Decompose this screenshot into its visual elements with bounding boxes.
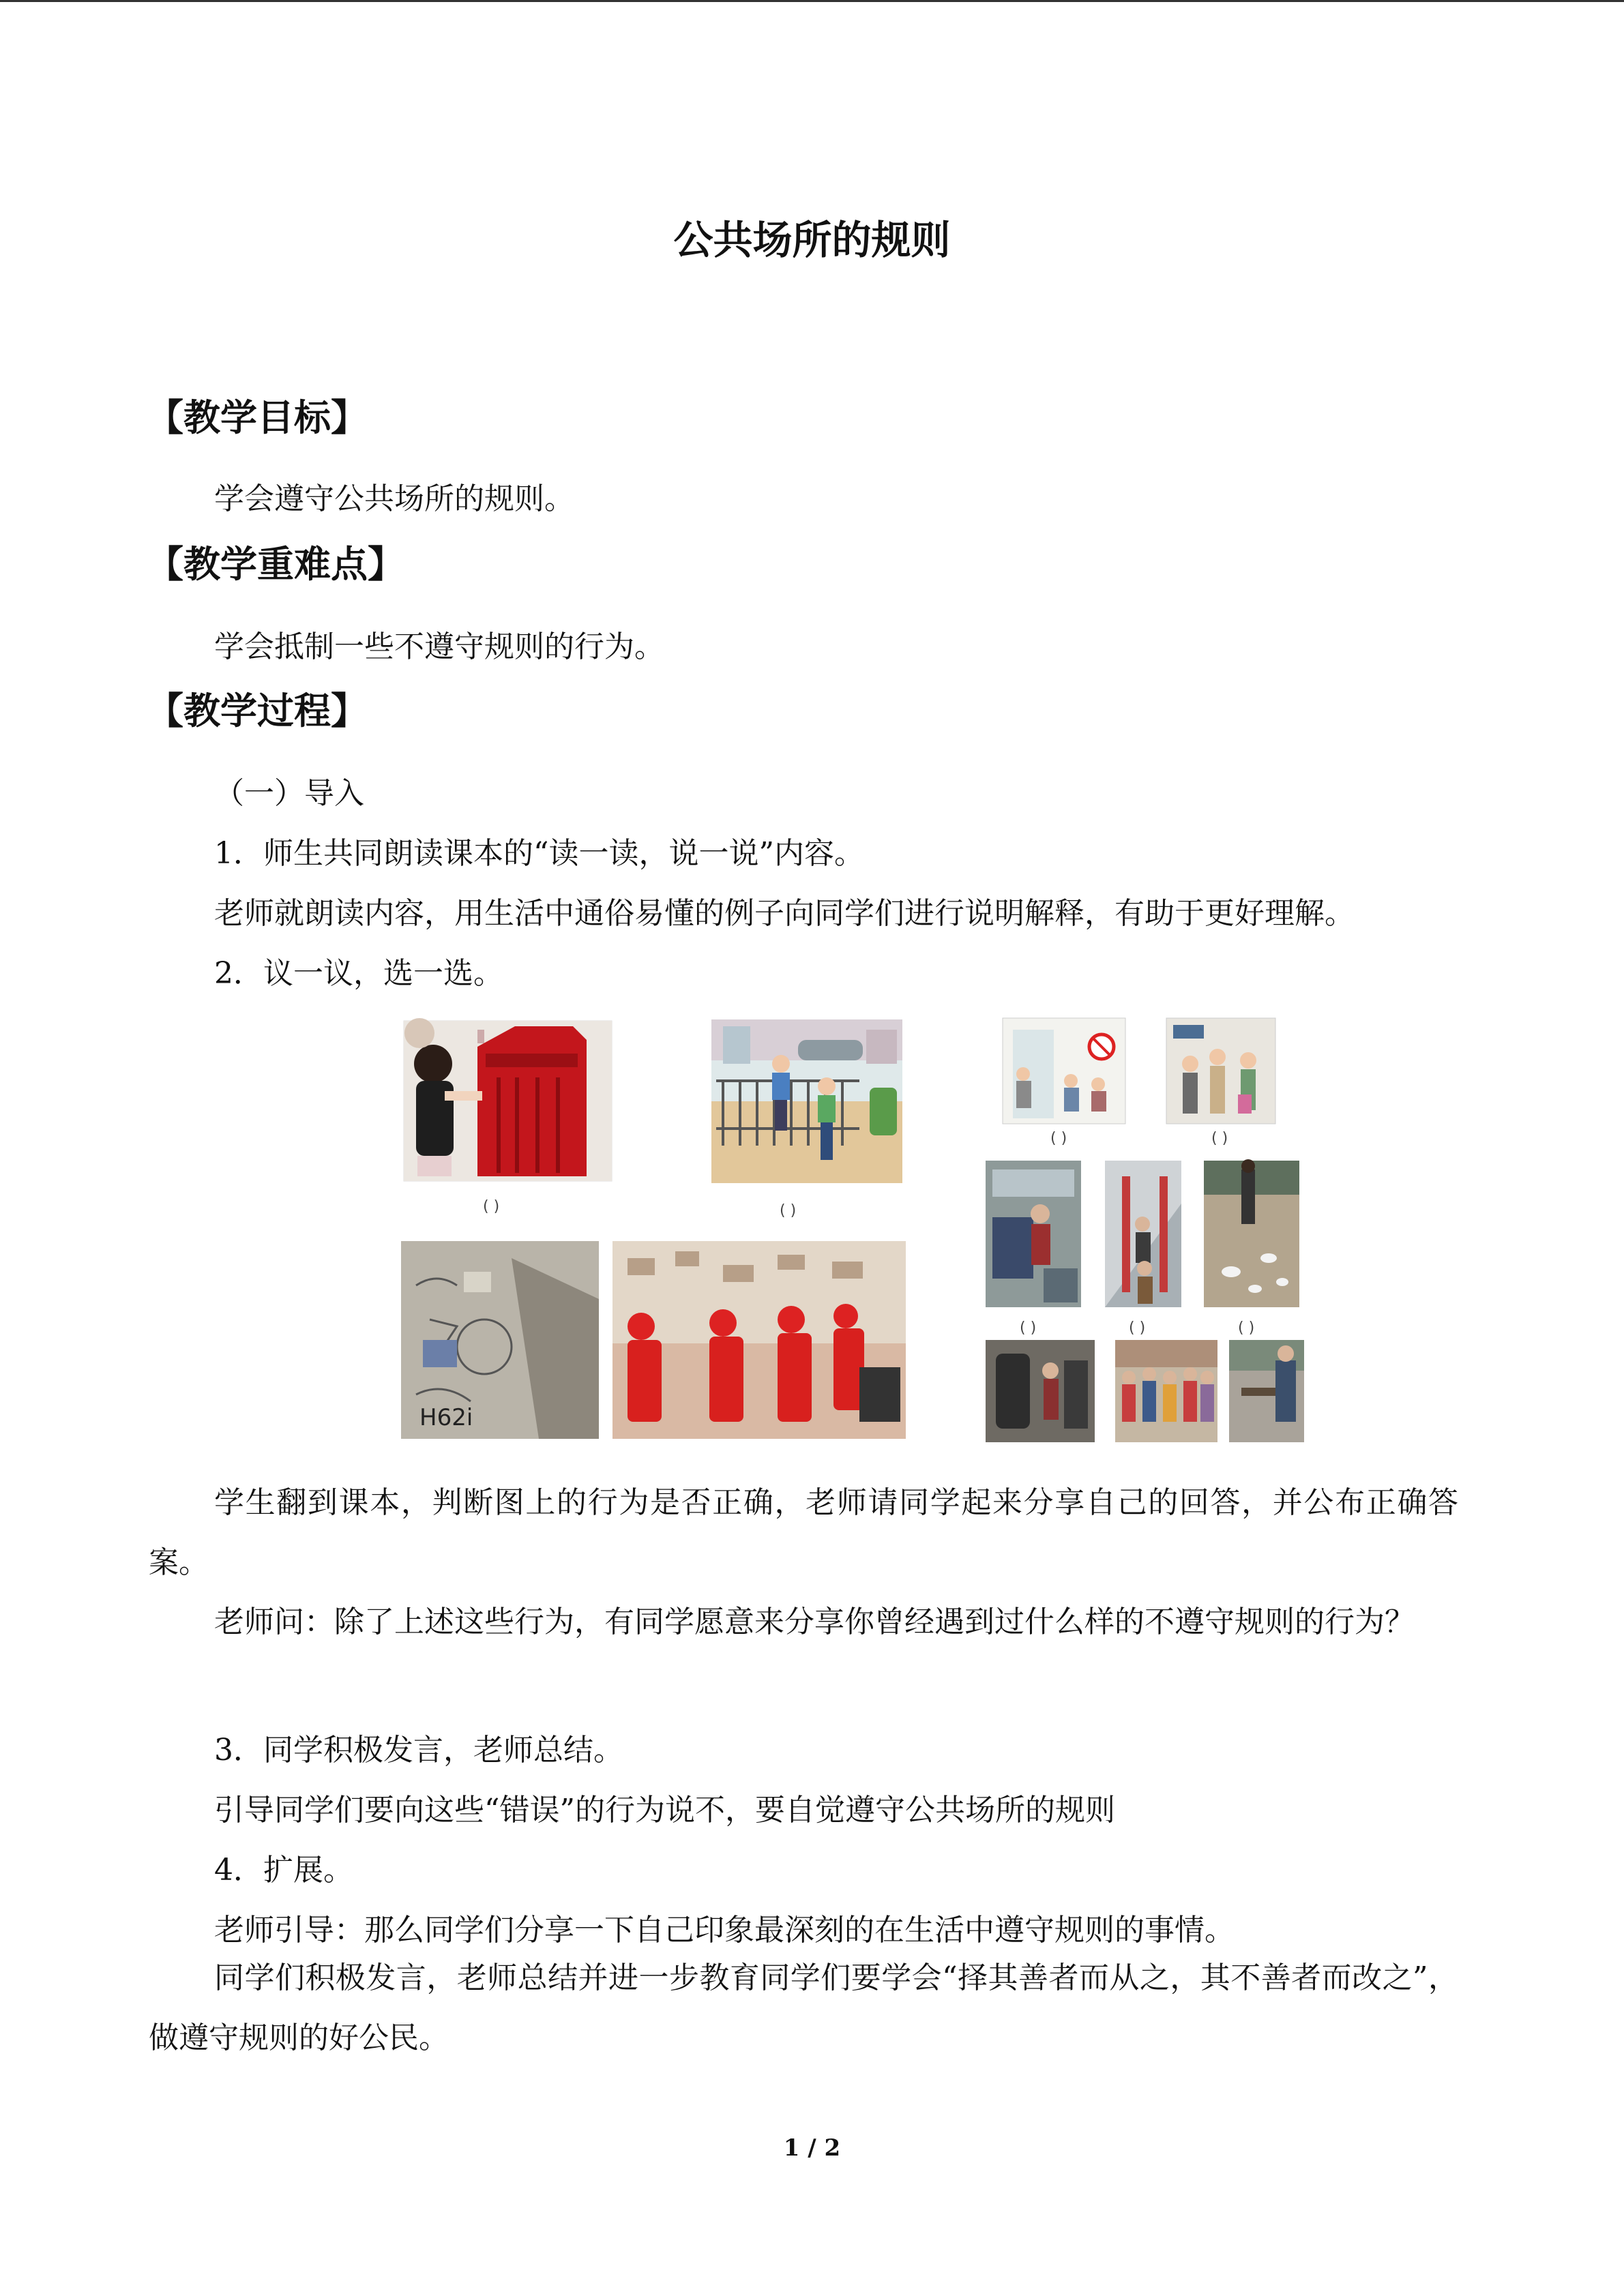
step1-note: 老师就朗读内容，用生活中通俗易懂的例子向同学们进行说明解释，有助于更好理解。 — [214, 896, 1355, 931]
graffiti-wall-photo — [401, 1241, 599, 1439]
heading-process: 【教学过程】 — [147, 689, 368, 732]
answer-blank: ( ) — [483, 1198, 500, 1215]
mailbox-photo — [404, 1018, 612, 1181]
closing-text: 同学们积极发言，老师总结并进一步教育同学们要学会“择其善者而从之，其不善者而改之”，做遵守规则的好公民。 — [149, 1960, 1458, 2055]
teacher-question: 老师问：除了上述这些行为，有同学愿意来分享你曾经遇到过什么样的不遵守规则的行为？ — [214, 1605, 1415, 1639]
fence-illustration — [711, 1019, 902, 1183]
heading-objective: 【教学目标】 — [147, 396, 368, 439]
answer-blank: ( ) — [1211, 1130, 1228, 1147]
answer-blank: ( ) — [780, 1202, 797, 1219]
step4-note: 老师引导：那么同学们分享一下自己印象最深刻的在生活中遵守规则的事情。 — [214, 1913, 1235, 1948]
key-points-text: 学会抵制一些不遵守规则的行为。 — [214, 629, 664, 664]
step3-text: 3．同学积极发言，老师总结。 — [214, 1733, 623, 1768]
step4-text: 4．扩展。 — [214, 1853, 353, 1888]
queue-illustration — [1166, 1018, 1275, 1124]
answer-blank: ( ) — [1238, 1320, 1255, 1337]
tour-group-photo — [1115, 1340, 1217, 1442]
gym-photo — [986, 1340, 1095, 1442]
top-border — [0, 0, 1624, 2]
page-number: 1 / 2 — [783, 2134, 841, 2162]
intro-label: （一）导入 — [214, 776, 364, 811]
step3-note: 引导同学们要向这些“错误”的行为说不，要自觉遵守公共场所的规则 — [214, 1793, 1115, 1828]
objective-text: 学会遵守公共场所的规则。 — [214, 481, 574, 516]
step2-text: 2．议一议，选一选。 — [214, 956, 503, 991]
heading-key-points: 【教学重难点】 — [147, 543, 404, 586]
volunteers-photo — [612, 1241, 906, 1439]
answer-blank: ( ) — [1129, 1320, 1146, 1337]
litter-photo — [1204, 1159, 1299, 1307]
answer-blank: ( ) — [1050, 1130, 1067, 1147]
step1-text: 1．师生共同朗读课本的“读一读，说一说”内容。 — [214, 836, 864, 871]
page-title: 公共场所的规则 — [673, 217, 951, 263]
svg-text:H62i: H62i — [419, 1404, 473, 1431]
bench-photo — [1229, 1340, 1304, 1442]
textbook-illustrations — [368, 999, 1313, 1452]
subway-photo — [986, 1161, 1081, 1307]
no-smoking-illustration — [1003, 1018, 1125, 1124]
answer-blank: ( ) — [1020, 1320, 1037, 1337]
after-figure-text: 学生翻到课本，判断图上的行为是否正确，老师请同学起来分享自己的回答，并公布正确答案。 — [149, 1485, 1458, 1580]
escalator-photo — [1105, 1161, 1181, 1307]
illustration-collage — [368, 999, 1313, 1452]
